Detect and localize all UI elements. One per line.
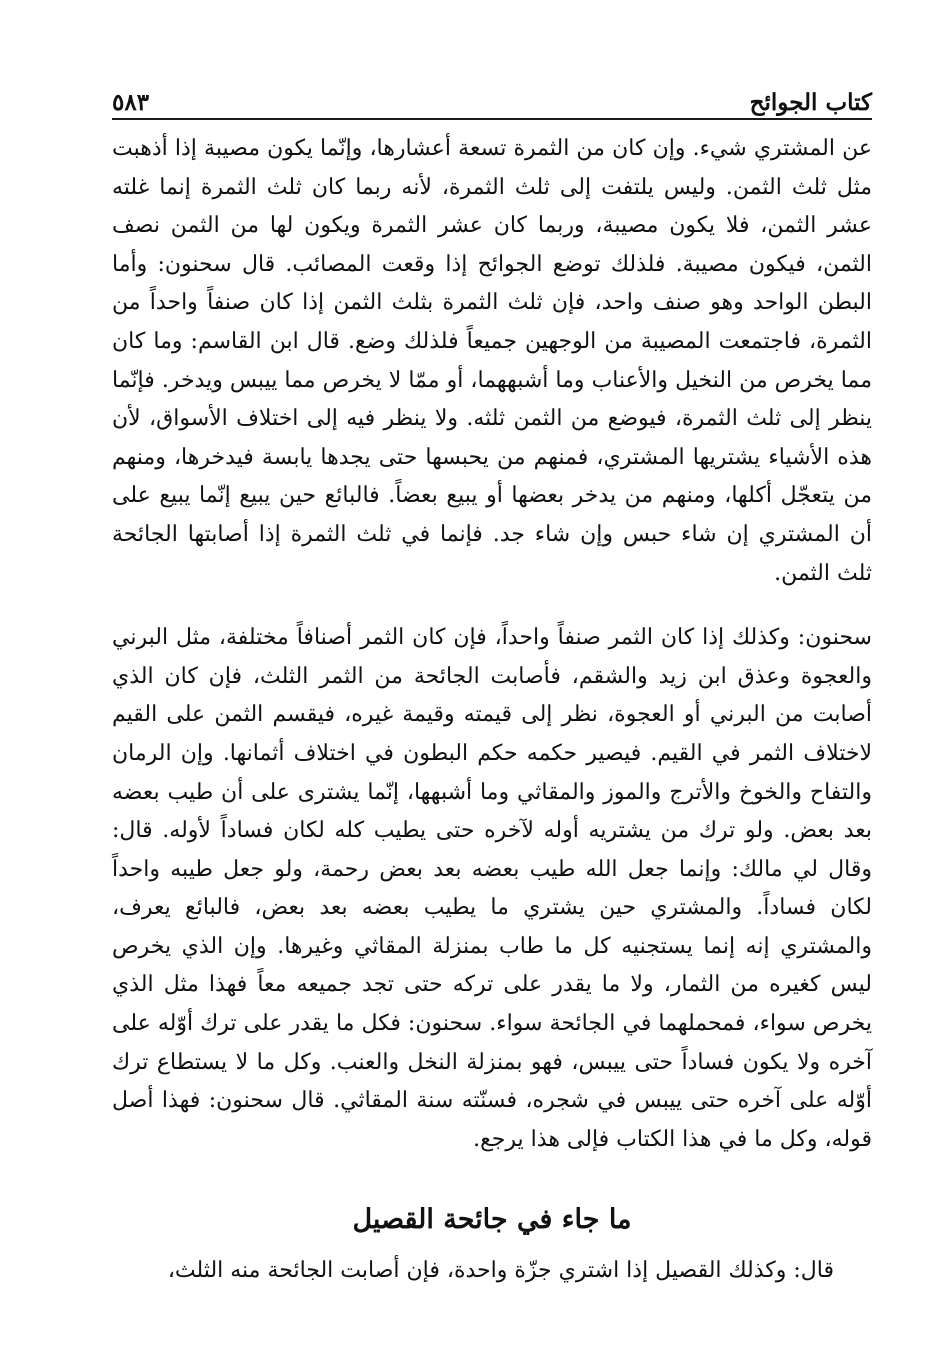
paragraph-1: عن المشتري شيء. وإن كان من الثمرة تسعة أعشارها، وإنّما يكون مصيبة إذا أذهبت مثل ثلث الثمن. وليس يلتفت إلى ثلث الثمرة، لأنه ربما كان ثلث الثمرة إنما غلته عشر الثمن، فلا يكون مصيبة، وربما كان عشر الثمرة ويكون لها من الثمن نصف الثمن، فيكون مصيبة. فلذلك توضع الجوائح إذا وقعت المصائب. قال سحنون: وأما البطن الواحد وهو صنف واحد، فإن ثلث الثمرة بثلث الثمن إذا كان صنفاً واحداً من الثمرة، فاجتمعت المصيبة من الوجهين جميعاً فلذلك وضع. قال ابن القاسم: وما كان مما يخرص من النخيل والأعناب وما أشبههما، أو ممّا لا يخرص مما ييبس ويدخر. فإنّما ينظر إلى ثلث الثمرة، فيوضع من الثمن ثلثه. ولا ينظر فيه إلى اختلاف الأسواق، لأن هذه الأشياء يشتريها المشتري، فمنهم من يحبسها حتى يجدها يابسة فيدخرها، ومنهم من يتعجّل أكلها، ومنهم من يدخر بعضها أو يبيع بعضاً. فالبائع حين يبيع إنّما يبيع على أن المشتري إن شاء حبس وإن شاء جد. فإنما في ثلث الثمرة إذا أصابتها الجائحة ثلث الثمن. (112, 136, 872, 586)
paragraph-2: سحنون: وكذلك إذا كان الثمر صنفاً واحداً، فإن كان الثمر أصنافاً مختلفة، مثل البرني والعجوة وعذق ابن زيد والشقم، فأصابت الجائحة من الثمر الثلث، فإن كان الذي أصابت من البرني أو العجوة، نظر إلى قيمته وقيمة غيره، فيقسم الثمن على القيم لاختلاف الثمر في القيم. فيصير حكمه حكم البطون في اختلاف أثمانها. وإن الرمان والتفاح والخوخ والأترج والموز والمقاثي وما أشبهها، إنّما يشترى على أن طيب بعضه بعد بعض. ولو ترك من يشتريه أوله لآخره حتى يطيب كله لكان فساداً لأوله. قال: وقال لي مالك: وإنما جعل الله طيب بعضه بعد بعض رحمة، ولو جعل طيبه واحداً لكان فساداً. والمشتري حين يشتري ما يطيب بعضه بعد بعض، فالبائع يعرف، والمشتري إنه إنما يستجنيه كل ما طاب بمنزلة المقاثي وغيرها. وإن الذي يخرص ليس كغيره من الثمار، ولا ما يقدر على تركه حتى تجد جميعه معاً فهذا مثل الذي يخرص سواء، فمحملهما في الجائحة سواء. سحنون: فكل ما يقدر على ترك أوّله على آخره ولا يكون فساداً حتى ييبس، فهو بمنزلة النخل والعنب. وكل ما لا يستطاع ترك أوّله على آخره حتى ييبس في شجره، فسنّته سنة المقاثي. قال سحنون: فهذا أصل قوله، وكل ما في هذا الكتاب فإلى هذا يرجع. (112, 625, 872, 1152)
section-heading: ما جاء في جائحة القصيل (352, 1204, 632, 1235)
running-title: كتاب الجوائح (749, 89, 872, 116)
section-first-line: قال: وكذلك القصيل إذا اشتري جزّة واحدة، فإن أصابت الجائحة منه الثلث، (167, 1258, 834, 1283)
running-header (112, 62, 872, 120)
body-text (112, 130, 872, 1159)
page-number: ٥٨٣ (112, 89, 150, 116)
